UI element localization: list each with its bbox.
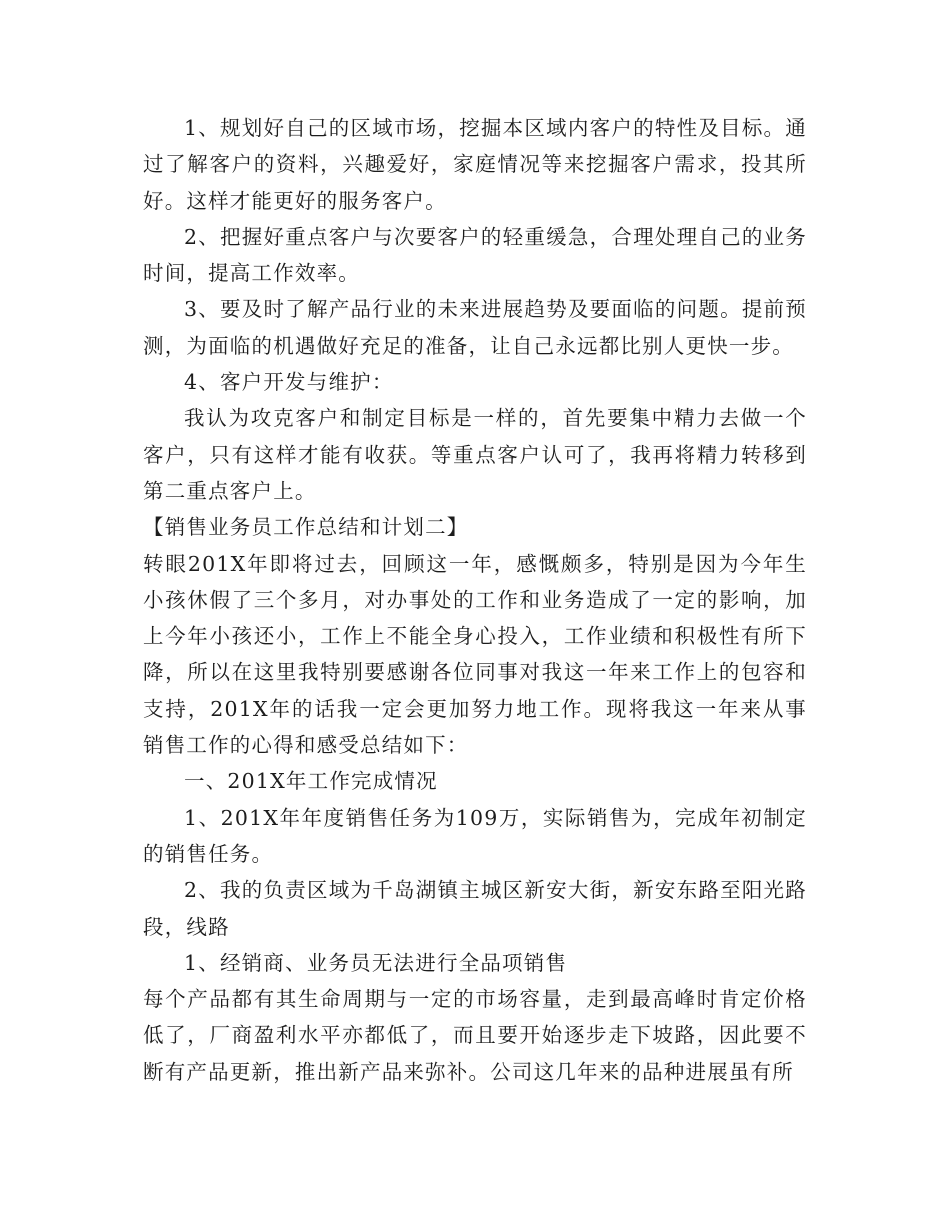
- paragraph-item-4: 4、客户开发与维护：: [184, 370, 394, 395]
- paragraph-item-3: 3、要及时了解产品行业的未来进展趋势及要面临的问题。提前预测，为面临的机遇做好充足的准备，让自己永远都比别人更快一步。: [143, 297, 807, 358]
- section-heading: 【销售业务员工作总结和计划二】: [143, 515, 469, 540]
- subheading-work-status: 一、201X年工作完成情况: [184, 769, 438, 794]
- intro-paragraph: 转眼201X年即将过去，回顾这一年，感慨颇多，特别是因为今年生小孩休假了三个多月，对办事处的工作和业务造成了一定的影响，加上今年小孩还小，工作上不能全身心投入，工作业绩和积极性有所下降，所以在这里我特别要感谢各位同事对我这一年来工作上的包容和支持，201X年的话我一定会更加努力地工作。现将我这一年来从事销售工作的心得和感受总结如下：: [143, 551, 807, 758]
- paragraph-product-cycle: 每个产品都有其生命周期与一定的市场容量，走到最高峰时肯定价格低了，厂商盈利水平亦都低了，而且要开始逐步走下坡路，因此要不断有产品更新，推出新产品来弥补。公司这几年来的品种进展虽有所: [143, 987, 807, 1084]
- paragraph-opinion: 我认为攻克客户和制定目标是一样的，首先要集中精力去做一个客户，只有这样才能有收获。等重点客户认可了，我再将精力转移到第二重点客户上。: [143, 406, 807, 503]
- paragraph-region: 2、我的负责区域为千岛湖镇主城区新安大街，新安东路至阳光路段，线路: [143, 878, 807, 939]
- document-body: [143, 110, 807, 1090]
- paragraph-sales-task: 1、201X年年度销售任务为109万，实际销售为，完成年初制定的销售任务。: [143, 805, 807, 866]
- paragraph-distributor: 1、经销商、业务员无法进行全品项销售: [184, 950, 568, 975]
- paragraph-item-2: 2、把握好重点客户与次要客户的轻重缓急，合理处理自己的业务时间，提高工作效率。: [143, 224, 807, 286]
- paragraph-item-1: 1、规划好自己的区域市场，挖掘本区域内客户的特性及目标。通过了解客户的资料，兴趣爱好，家庭情况等来挖掘客户需求，投其所好。这样才能更好的服务客户。: [143, 116, 807, 213]
